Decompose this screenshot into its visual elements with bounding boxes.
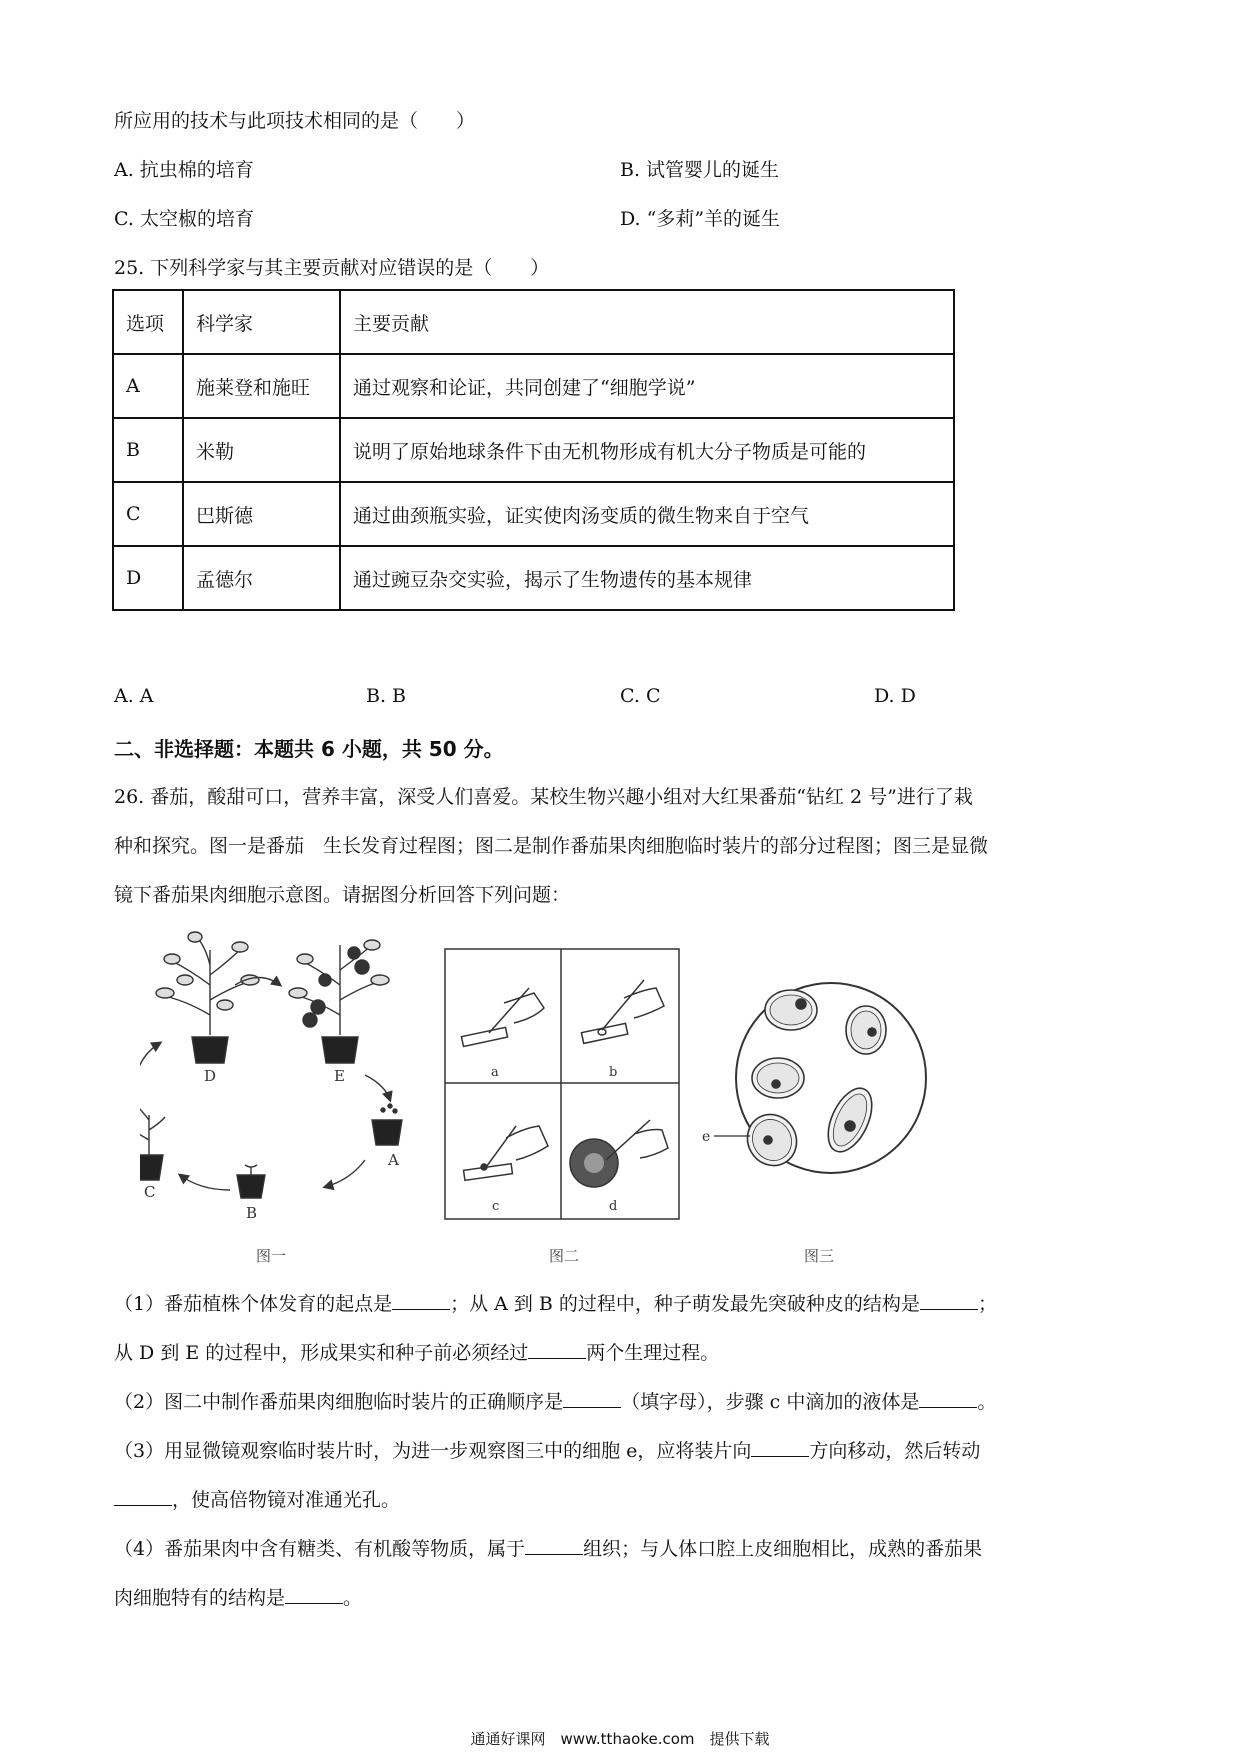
figure-1-life-cycle [140, 925, 440, 1225]
q25-option-b: B. B [366, 685, 407, 707]
table-cell: 米勒 [183, 418, 340, 482]
sub4-text: （4）番茄果肉中含有糖类、有机酸等物质，属于 [114, 1538, 526, 1560]
fig1-label-c: C [144, 1183, 156, 1201]
seeds-a [381, 1104, 397, 1113]
q26-sub4-line-2 [114, 1583, 362, 1610]
answer-blank[interactable] [751, 1438, 809, 1457]
sub3-text: ，使高倍物镜对准通光孔。 [172, 1489, 401, 1511]
answer-blank[interactable] [919, 1389, 977, 1408]
plant-d [156, 932, 259, 1063]
q26-intro-line-2: 种和探究。图一是番茄 生长发育过程图；图二是制作番茄果肉细胞临时装片的部分过程图；图三是显微 [114, 835, 989, 857]
answer-blank[interactable] [563, 1389, 621, 1408]
sub1-text: ； [977, 1293, 997, 1315]
q26-sub1-line-1 [114, 1289, 997, 1316]
answer-blank[interactable] [528, 1340, 586, 1359]
answer-blank[interactable] [392, 1291, 450, 1310]
step-c [464, 1126, 548, 1180]
q26-sub4-line-1 [114, 1534, 982, 1561]
pot-c [140, 1155, 163, 1180]
page-footer: 通通好课网 www.tthaoke.com 提供下载 [470, 1730, 770, 1748]
sub3-text: （3）用显微镜观察临时装片时，为进一步观察图三中的细胞 e，应将装片向 [114, 1440, 752, 1462]
table-row [113, 354, 954, 418]
table-cell: 通过观察和论证，共同创建了“细胞学说” [340, 354, 954, 418]
answer-blank[interactable] [285, 1585, 343, 1604]
table-cell: 说明了原始地球条件下由无机物形成有机大分子物质是可能的 [340, 418, 954, 482]
figure-3-caption: 图三 [804, 1247, 835, 1265]
fig2-label-b: b [609, 1065, 618, 1080]
step-a [461, 988, 544, 1046]
answer-blank[interactable] [920, 1291, 978, 1310]
q25-option-d: D. D [874, 685, 916, 707]
q24-stem-tail: 所应用的技术与此项技术相同的是（ ） [114, 110, 476, 132]
table-row [113, 546, 954, 610]
sub1-text: （1）番茄植株个体发育的起点是 [114, 1293, 393, 1315]
sub1-text: 两个生理过程。 [586, 1342, 720, 1364]
q24-option-c: C. 太空椒的培育 [114, 208, 254, 230]
arrow-b-to-c [180, 1175, 230, 1190]
q25-stem: 25. 下列科学家与其主要贡献对应错误的是（ ） [114, 257, 550, 279]
pot-b [237, 1175, 265, 1198]
q25-option-a: A. A [114, 685, 154, 707]
q25-option-c: C. C [620, 685, 661, 707]
fig1-label-b: B [246, 1204, 258, 1222]
figure-3-microscope-view [700, 960, 932, 1196]
table-header-row [113, 290, 954, 354]
table-header-cell: 选项 [113, 290, 183, 354]
sub4-text: 组织；与人体口腔上皮细胞相比，成熟的番茄果 [583, 1538, 983, 1560]
fig2-label-d: d [609, 1199, 618, 1214]
fig2-label-c: c [492, 1199, 500, 1214]
answer-blank[interactable] [114, 1487, 172, 1506]
sub2-text: （2）图二中制作番茄果肉细胞临时装片的正确顺序是 [114, 1391, 564, 1413]
fig3-label-e: e [702, 1129, 711, 1145]
sub4-text: 。 [343, 1587, 363, 1609]
q26-sub2-line [114, 1387, 996, 1414]
sub4-text: 肉细胞特有的结构是 [114, 1587, 286, 1609]
table-cell: 施莱登和施旺 [183, 354, 340, 418]
q26-sub1-line-2 [114, 1338, 719, 1365]
sub3-text: 方向移动，然后转动 [809, 1440, 981, 1462]
plant-e [289, 940, 389, 1063]
table-cell: D [113, 546, 183, 610]
fig1-label-e: E [334, 1067, 345, 1085]
q24-option-b: B. 试管婴儿的诞生 [620, 159, 780, 181]
figure-1-caption: 图一 [256, 1247, 287, 1265]
arrow-c-to-d [140, 1043, 160, 1080]
arrow-a-to-b [325, 1160, 365, 1187]
table-cell: 通过豌豆杂交实验，揭示了生物遗传的基本规律 [340, 546, 954, 610]
q26-intro-line-1: 26. 番茄，酸甜可口，营养丰富，深受人们喜爱。某校生物兴趣小组对大红果番茄“钻红 2 号”进行了栽 [114, 786, 973, 808]
fig1-label-a: A [388, 1151, 399, 1169]
fig1-label-d: D [204, 1067, 217, 1085]
sub2-text: 。 [977, 1391, 997, 1413]
table-row [113, 418, 954, 482]
pot-a [372, 1120, 402, 1145]
figure-2-slide-steps [444, 948, 680, 1220]
table-cell: A [113, 354, 183, 418]
q24-option-d: D. “多莉”羊的诞生 [620, 208, 781, 230]
table-header-cell: 主要贡献 [340, 290, 954, 354]
step-d [570, 1120, 668, 1187]
table-row [113, 482, 954, 546]
figure-2-caption: 图二 [549, 1247, 580, 1265]
table-header-cell: 科学家 [183, 290, 340, 354]
table-cell: B [113, 418, 183, 482]
sub1-text: ；从 A 到 B 的过程中，种子萌发最先突破种皮的结构是 [450, 1293, 920, 1315]
table-cell: 孟德尔 [183, 546, 340, 610]
seedling-c [140, 1107, 165, 1155]
cell [752, 1058, 804, 1098]
table-cell: C [113, 482, 183, 546]
q24-option-a: A. 抗虫棉的培育 [114, 159, 254, 181]
q25-table [112, 289, 955, 611]
answer-blank[interactable] [525, 1536, 583, 1555]
arrow-e-to-a [365, 1075, 390, 1100]
sub2-text: （填字母），步骤 c 中滴加的液体是 [621, 1391, 920, 1413]
table-cell: 巴斯德 [183, 482, 340, 546]
cell [765, 990, 817, 1030]
section-heading: 二、非选择题：本题共 6 小题，共 50 分。 [114, 737, 504, 761]
fig2-label-a: a [491, 1065, 499, 1080]
step-b [581, 980, 664, 1043]
table-cell: 通过曲颈瓶实验，证实使肉汤变质的微生物来自于空气 [340, 482, 954, 546]
q26-sub3-line-1 [114, 1436, 980, 1463]
cell [846, 1006, 886, 1054]
sprout-b [245, 1165, 257, 1175]
sub1-text: 从 D 到 E 的过程中，形成果实和种子前必须经过 [114, 1342, 529, 1364]
q26-intro-line-3: 镜下番茄果肉细胞示意图。请据图分析回答下列问题： [114, 884, 571, 906]
q26-sub3-line-2 [114, 1485, 400, 1512]
